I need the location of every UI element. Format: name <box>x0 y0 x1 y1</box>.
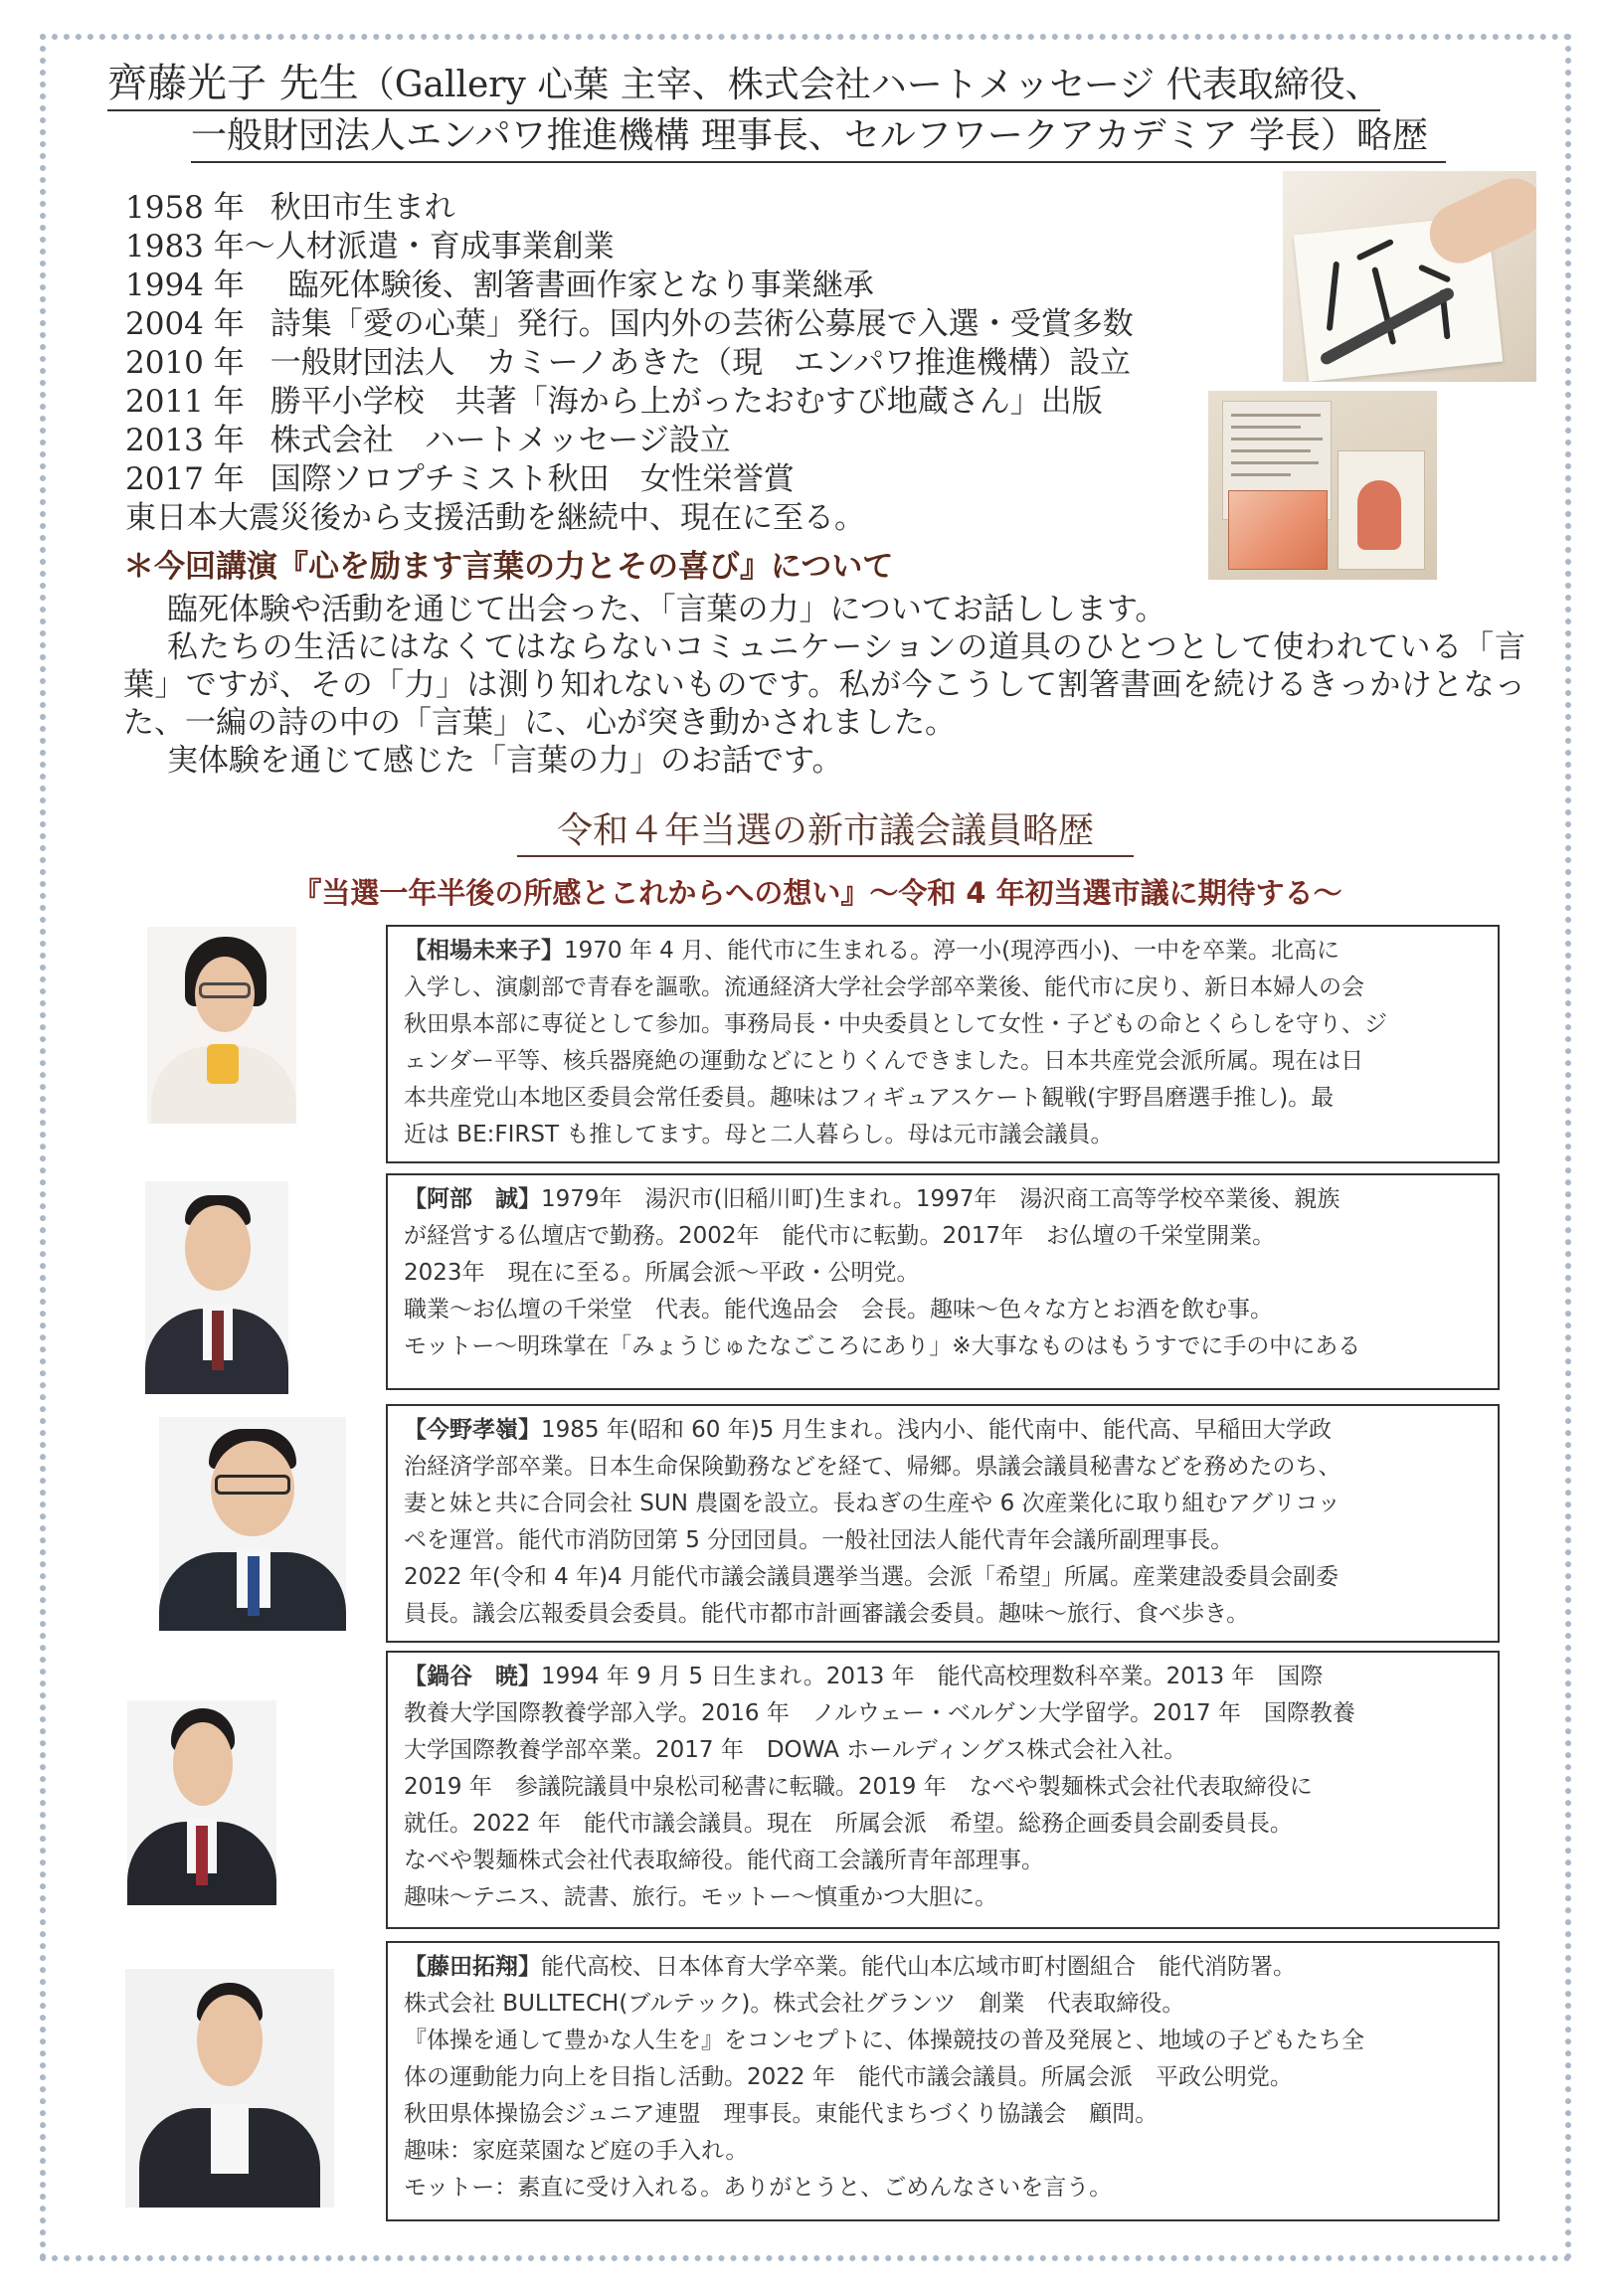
portrait-nabeya <box>127 1700 276 1905</box>
timeline-text: 人材派遣・育成事業創業 <box>274 229 615 265</box>
bio-line: 2023年 現在に至る。所属会派～平政・公明党。 <box>404 1260 920 1286</box>
council-section-title: 令和４年当選の新市議会議員略歴 <box>517 805 1134 857</box>
timeline-year: 2011 年 <box>125 384 245 420</box>
member-name: 【阿部 誠】 <box>404 1186 541 1212</box>
bio-line: モットー：素直に受け入れる。ありがとうと、ごめんなさいを言う。 <box>404 2175 1113 2201</box>
timeline-text: 勝平小学校 共著「海から上がったおむすび地蔵さん」出版 <box>269 384 1103 420</box>
timeline-text: 臨死体験後、割箸書画作家となり事業継承 <box>287 267 874 303</box>
lecture-paragraph: 臨死体験や活動を通じて出会った、「言葉の力」についてお話しします。 <box>167 592 1166 627</box>
timeline-year: 1994 年 <box>125 267 245 303</box>
bio-line: 【藤田拓翔】能代高校、日本体育大学卒業。能代山本広域市町村圏組合 能代消防署。 <box>404 1954 1296 1980</box>
timeline-year: 2004 年 <box>125 306 245 342</box>
lecture-paragraph: 実体験を通じて感じた「言葉の力」のお話です。 <box>167 743 843 779</box>
timeline-note: 東日本大震災後から支援活動を継続中、現在に至る。 <box>125 500 865 536</box>
member-bio-abe <box>386 1173 1500 1390</box>
bio-line: 『体操を通して豊かな人生を』をコンセプトに、体操競技の普及発展と、地域の子どもたち全 <box>404 2028 1364 2053</box>
member-name: 【今野孝嶺】 <box>404 1417 541 1443</box>
bio-line: 【今野孝嶺】1985 年(昭和 60 年)5 月生まれ。浅内小、能代南中、能代高、早稲田大学政 <box>404 1417 1333 1443</box>
timeline-row <box>125 228 1219 266</box>
portrait-aiba <box>147 927 296 1124</box>
timeline-text: 詩集「愛の心葉」発行。国内外の芸術公募展で入選・受賞多数 <box>269 306 1134 342</box>
council-section-subtitle: 『当選一年半後の所感とこれからへの想い』～令和 4 年初当選市議に期待する～ <box>292 876 1342 910</box>
timeline-row <box>125 344 1219 383</box>
timeline-row <box>125 383 1219 422</box>
bio-line: 秋田県本部に専従として参加。事務局長・中央委員として女性・子どもの命とくらしを守り、ジ <box>404 1011 1387 1037</box>
bio-line: 趣味：家庭菜園など庭の手入れ。 <box>404 2138 749 2164</box>
timeline-row <box>125 266 1219 305</box>
profile-heading-line2: 一般財団法人エンパワ推進機構 理事長、セルフワークアカデミア 学長）略歴 <box>191 109 1446 163</box>
bio-line: 体の運動能力向上を目指し活動。2022 年 能代市議会議員。所属会派 平政公明党。 <box>404 2064 1293 2090</box>
bio-line: 教養大学国際教養学部入学。2016 年 ノルウェー・ベルゲン大学留学。2017 年 国際教養 <box>404 1700 1355 1726</box>
timeline-text: 秋田市生まれ <box>269 190 455 226</box>
speaker-name: 齊藤光子 先生 <box>107 61 359 106</box>
timeline-year: 1983 年～ <box>125 229 275 265</box>
bio-line: 【鍋谷 暁】1994 年 9 月 5 日生まれ。2013 年 能代高校理数科卒業。2013 年 国際 <box>404 1664 1324 1689</box>
timeline-year: 2010 年 <box>125 345 245 381</box>
books-photo <box>1208 391 1437 580</box>
bio-line: 入学し、演劇部で青春を謳歌。流通経済大学社会学部卒業後、能代市に戻り、新日本婦人の会 <box>404 974 1364 1000</box>
lecture-paragraph: 私たちの生活にはなくてはならないコミュニケーションの道具のひとつとして使われている「言葉」ですが、その「力」は測り知れないものです。私が今こうして割箸書画を続けるきっかけとなった、一編の詩の中の「言葉」に、心が突き動かされました。 <box>123 629 1525 741</box>
bio-line: が経営する仏壇店で勤務。2002年 能代市に転勤。2017年 お仏壇の千栄堂開業。 <box>404 1223 1276 1249</box>
speaker-titles-part1: （Gallery 心葉 主宰、株式会社ハートメッセージ 代表取締役、 <box>358 65 1381 105</box>
bio-line: 妻と妹と共に合同会社 SUN 農園を設立。長ねぎの生産や 6 次産業化に取り組むアグリコッ <box>404 1491 1340 1516</box>
member-name: 【鍋谷 暁】 <box>404 1664 541 1689</box>
timeline-text: 一般財団法人 カミーノあきた（現 エンパワ推進機構）設立 <box>269 345 1131 381</box>
bio-line: 本共産党山本地区委員会常任委員。趣味はフィギュアスケート観戦(宇野昌磨選手推し)。最 <box>404 1085 1335 1111</box>
bio-line: 大学国際教養学部卒業。2017 年 DOWA ホールディングス株式会社入社。 <box>404 1737 1187 1763</box>
picture-book <box>1228 490 1328 570</box>
career-timeline <box>125 189 1219 538</box>
timeline-year: 2017 年 <box>125 461 245 497</box>
bio-line: 趣味～テニス、読書、旅行。モットー～慎重かつ大胆に。 <box>404 1884 998 1910</box>
timeline-text: 株式会社 ハートメッセージ設立 <box>269 423 731 458</box>
calligraphy-photo <box>1283 171 1536 382</box>
bio-line: 【相場未来子】1970 年 4 月、能代市に生まれる。渟一小(現渟西小)、一中を卒業。北高に <box>404 938 1340 964</box>
bio-line: 職業～お仏壇の千栄堂 代表。能代逸品会 会長。趣味～色々な方とお酒を飲む事。 <box>404 1297 1273 1323</box>
timeline-year: 2013 年 <box>125 423 245 458</box>
timeline-text: 国際ソロプチミスト秋田 女性栄誉賞 <box>269 461 795 497</box>
bio-line: 就任。2022 年 能代市議会議員。現在 所属会派 希望。総務企画委員会副委員長。 <box>404 1811 1293 1837</box>
timeline-year: 1958 年 <box>125 190 245 226</box>
lecture-title: ＊今回講演『心を励ます言葉の力とその喜び』について <box>123 549 894 585</box>
bio-line: 治経済学部卒業。日本生命保険勤務などを経て、帰郷。県議会議員秘書などを務めたのち、 <box>404 1454 1341 1480</box>
bio-line: モットー～明珠掌在「みょうじゅたなごころにあり」※大事なものはもうすでに手の中にある <box>404 1333 1361 1359</box>
member-name: 【相場未来子】 <box>404 938 564 964</box>
member-bio-fujita <box>386 1941 1500 2221</box>
bio-line: 近は BE:FIRST も推してます。母と二人暮らし。母は元市議会議員。 <box>404 1122 1114 1148</box>
timeline-row <box>125 189 1219 228</box>
bio-line: 株式会社 BULLTECH(ブルテック)。株式会社グランツ 創業 代表取締役。 <box>404 1991 1185 2017</box>
bio-line: なべや製麺株式会社代表取締役。能代商工会議所青年部理事。 <box>404 1848 1044 1873</box>
timeline-row <box>125 460 1219 499</box>
timeline-row <box>125 422 1219 460</box>
member-bio-nabeya <box>386 1651 1500 1929</box>
profile-heading-line1 <box>107 56 1380 111</box>
lecture-description <box>123 591 1525 780</box>
bio-line: 2022 年(令和 4 年)4 月能代市議会議員選挙当選。会派「希望」所属。産業建設委員会副委 <box>404 1564 1339 1590</box>
timeline-row <box>125 305 1219 344</box>
member-bio-aiba <box>386 925 1500 1163</box>
portrait-konno <box>159 1417 346 1631</box>
bio-line: ェンダー平等、核兵器廃絶の運動などにとりくんできました。日本共産党会派所属。現在は日 <box>404 1048 1364 1074</box>
member-name: 【藤田拓翔】 <box>404 1954 541 1980</box>
portrait-fujita <box>125 1969 334 2208</box>
bio-line: ペを運営。能代市消防団第 5 分団団員。一般社団法人能代青年会議所副理事長。 <box>404 1527 1234 1553</box>
bio-line: 員長。議会広報委員会委員。能代市都市計画審議会委員。趣味～旅行、食べ歩き。 <box>404 1601 1250 1627</box>
bio-line: 秋田県体操協会ジュニア連盟 理事長。東能代まちづくり協議会 顧問。 <box>404 2101 1159 2127</box>
portrait-abe <box>145 1181 288 1394</box>
bio-line: 2019 年 参議院議員中泉松司秘書に転職。2019 年 なべや製麺株式会社代表取締役に <box>404 1774 1313 1800</box>
bio-line: 【阿部 誠】1979年 湯沢市(旧稲川町)生まれ。1997年 湯沢商工高等学校卒業後、親族 <box>404 1186 1340 1212</box>
jizo-illustration <box>1357 480 1401 550</box>
member-bio-konno <box>386 1404 1500 1643</box>
